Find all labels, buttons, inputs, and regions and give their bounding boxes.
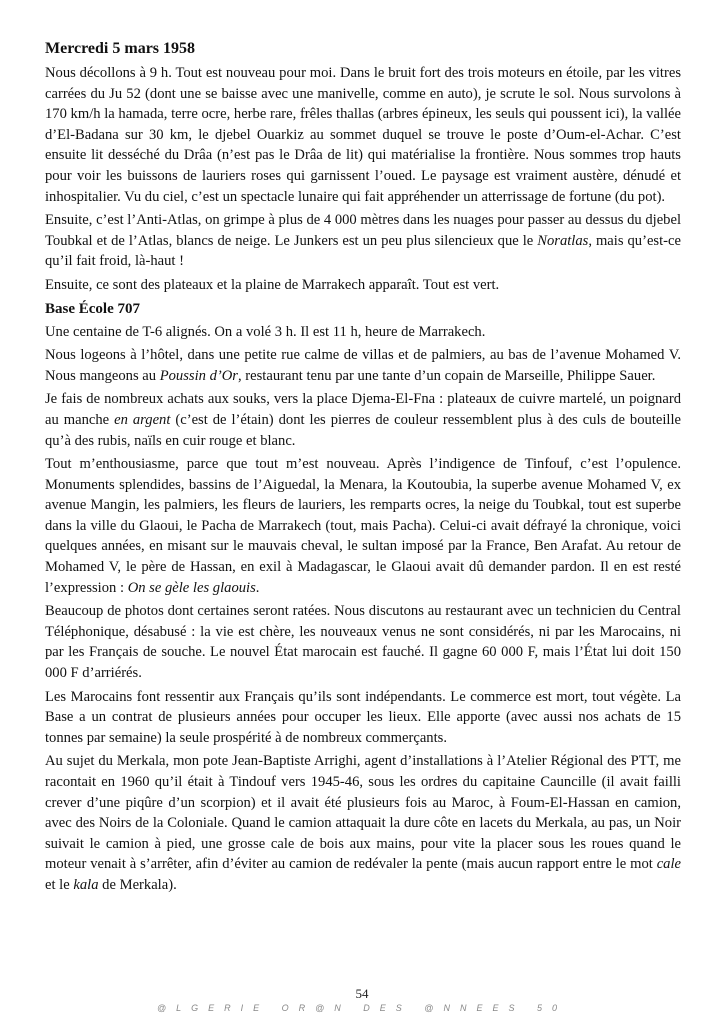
text-segment: , mais qu’est-ce qu’il fait froid, là-haut !	[45, 232, 681, 270]
paragraph-marocains: Les Marocains font ressentir aux Français qu’ils sont indépendants. Le commerce est mort, tout végète. La Base a un contrat de plusieurs années pour occuper les lieux. Elle apporte (avec aussi nos achats de 15 tonnes par semaine) la seule prospérité à de nombreux commerçants.	[45, 688, 681, 746]
paragraph-flight: Nous décollons à 9 h. Tout est nouveau pour moi. Dans le bruit fort des trois moteurs en étoile, par les vitres carrées du Ju 52 (dont une se baisse avec une manivelle, comme en auto), je scrute le sol. Nous survolons à 170 km/h la hamada, terre ocre, herbe rare, frêles thallas (arbres épineux, les seuls qui poussent ici), la vallée d’El-Badana sur 30 km, le djebel Ouarkiz au sommet duquel se trouve le poste d’Oum-el-Achar. C’est ensuite lit desséché du Drâa (n’est pas le Drâa de lit) qui matérialise la frontière. Nous sommes trop hauts pour voir les buissons de lauriers roses qui garnissent l’oued. Le paysage est vraiment austère, dénudé et inhospitalier. Vu du ciel, c’est un spectacle lunaire qui fait appréhender un atterrissage de fortune (du pot).	[45, 65, 681, 205]
italic-term: Poussin d’Or	[159, 367, 238, 384]
paragraph-photos: Beaucoup de photos dont certaines seront ratées. Nous discutons au restaurant avec un technicien du Central Téléphonique, désabusé : la vie est chère, les nouveaux venus ne sont considérés, ni par les Marocains, ni par les Français de souche. Le nouvel État marocain est fauché. Il gagne 60 000 F, mais l’État lui doit 150 000 F d’arriérés.	[45, 603, 681, 682]
italic-term: On se gèle les glaouis	[127, 579, 256, 596]
text-segment: de Merkala).	[98, 876, 177, 893]
text-segment: Je fais de nombreux achats aux souks, vers la place Djema-El-Fna : plateaux de cuivre martelé, un poignard au manche	[45, 391, 681, 428]
text-segment: , restaurant tenu par une tante d’un copain de Marseille, Philippe Sauer.	[237, 367, 656, 384]
footer-banner: @LGERIE OR@N DES @NNEES 50	[157, 1003, 567, 1013]
italic-term: kala	[73, 876, 99, 893]
page-number: 54	[355, 986, 369, 1001]
paragraph-anti-atlas	[45, 210, 681, 272]
italic-term: Noratlas	[537, 232, 589, 249]
text-segment: Tout m’enthousiasme, parce que tout m’est nouveau. Après l’indigence de Tinfouf, c’est l’opulence. Monuments splendides, bassins de l’Aiguedal, la Menara, la Koutoubia, la superbe avenue Mohamed V, ex avenue Mangin, les palmiers, les fleurs de lauriers, les remparts ocres, la neige du Toubkal, tout est superbe dans la ville du Glaoui, le Pacha de Marrakech (tout, mais Pacha). Celui-ci avait défrayé la chronique, voici quelques années, en misant sur le mauvais cheval, le sultan imposé par la France, Ben Arafat. Au retour de Mohamed V, le père de Hassan, en exil à Madagascar, le Glaoui avait dû demander pardon. Il en est resté l’expression :	[45, 456, 681, 596]
section-heading: Base École 707	[45, 300, 140, 317]
italic-term: cale	[656, 856, 681, 873]
paragraph-merkala	[45, 751, 681, 895]
text-segment: Ensuite, c’est l’Anti-Atlas, on grimpe à plus de 4 000 mètres dans les nuages pour passer au dessus du djebel Toubkal et de l’Atlas, blancs de neige. Le Junkers est un peu plus silencieux que le	[45, 212, 681, 249]
italic-term: en argent	[114, 411, 171, 428]
paragraph-enthusiasm	[45, 454, 681, 598]
text-segment: Nous logeons à l’hôtel, dans une petite rue calme de villas et de palmiers, au bas de l’avenue Mohamed V. Nous mangeons au	[45, 347, 681, 384]
paragraph-marrakech-plain: Ensuite, ce sont des plateaux et la plaine de Marrakech apparaît. Tout est vert.	[45, 276, 500, 293]
date-heading: Mercredi 5 mars 1958	[45, 40, 196, 57]
document-page	[45, 38, 681, 899]
text-segment: .	[255, 579, 260, 596]
text-segment: et le	[45, 876, 74, 893]
paragraph-hotel	[45, 345, 681, 386]
paragraph-souks	[45, 389, 681, 451]
paragraph-t6: Une centaine de T-6 alignés. On a volé 3 h. Il est 11 h, heure de Marrakech.	[45, 323, 486, 340]
text-segment: Au sujet du Merkala, mon pote Jean-Baptiste Arrighi, agent d’installations à l’Atelier Régional des PTT, me racontait en 1960 qu’il était à Tindouf vers 1945-46, sous les ordres du capitaine Cauncille (il avait failli crever d’une piqûre d’un scorpion) et il avait été plusieurs fois au Maroc, à Foum-El-Hassan en camion, avec des Noirs de la Coloniale. Quand le camion attaquait la dure côte en lacets du Merkala, au pas, un Noir suivait le camion à pied, une grosse cale de bois aux mains, pour vite la placer sous les roues quand le moteur venait à s’arrêter, afin d’éviter au camion de redévaler la pente (mais aucun rapport entre le mot	[45, 753, 681, 873]
text-segment: (c’est de l’étain) dont les pierres de couleur ressemblent plus à des culs de bouteille qu’à des rubis, naïls en cuir rouge et blanc.	[45, 411, 681, 449]
